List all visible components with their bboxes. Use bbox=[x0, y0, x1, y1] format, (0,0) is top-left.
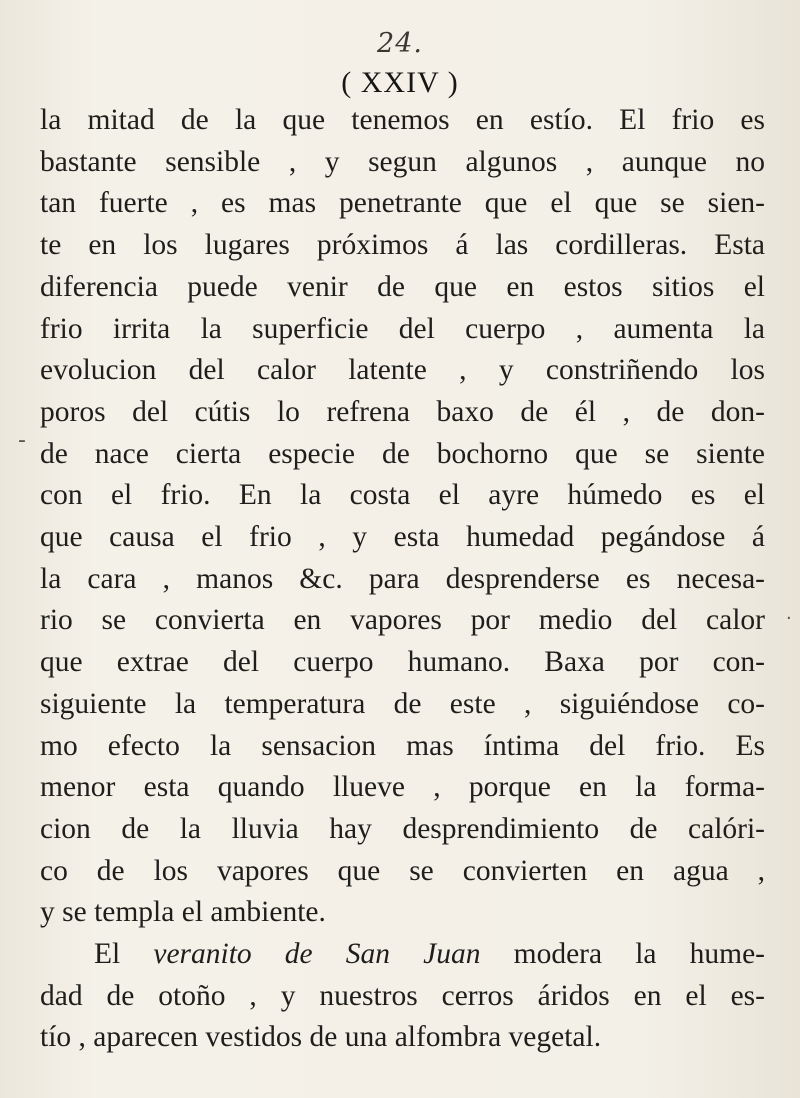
text-line: bastante sensible , y segun algunos , aunque no bbox=[40, 145, 765, 178]
right-margin-tick: · bbox=[786, 608, 792, 629]
paragraph-two-first-line bbox=[40, 934, 765, 976]
paragraph-two-rest: modera la hume- bbox=[513, 938, 766, 971]
text-line: que causa el frio , y esta humedad pegándose á bbox=[40, 521, 765, 554]
text-line: rio se convierta en vapores por medio del calor bbox=[40, 604, 765, 637]
roman-page-number: ( XXIV ) bbox=[341, 66, 459, 99]
text-line: mo efecto la sensacion mas íntima del frio. Es bbox=[40, 729, 765, 762]
italic-phrase: veranito de San Juan bbox=[153, 938, 481, 971]
left-margin-dash: - bbox=[18, 428, 26, 453]
text-line: menor esta quando llueve , porque en la forma- bbox=[40, 771, 765, 804]
text-line: dad de otoño , y nuestros cerros áridos en el es- bbox=[40, 979, 765, 1012]
text-line: co de los vapores que se convierten en agua , bbox=[40, 854, 765, 887]
text-line: evolucion del calor latente , y constriñendo los bbox=[40, 354, 765, 387]
text-line: siguiente la temperatura de este , siguiéndose co- bbox=[40, 687, 765, 720]
text-line: diferencia puede venir de que en estos sitios el bbox=[40, 270, 765, 303]
text-line: la cara , manos &c. para desprenderse es necesa- bbox=[40, 562, 765, 595]
body-text bbox=[40, 100, 765, 1059]
text-line: que extrae del cuerpo humano. Baxa por con- bbox=[40, 646, 765, 679]
text-line: poros del cútis lo refrena baxo de él , de don- bbox=[40, 395, 765, 428]
text-line: cion de la lluvia hay desprendimiento de calóri- bbox=[40, 812, 765, 845]
text-line: tan fuerte , es mas penetrante que el que se sien- bbox=[40, 187, 765, 220]
paragraph-two-lead: El bbox=[94, 938, 121, 971]
paragraph-end-line: y se templa el ambiente. bbox=[40, 896, 326, 929]
text-line: con el frio. En la costa el ayre húmedo es el bbox=[40, 479, 765, 512]
text-line: te en los lugares próximos á las cordilleras. Esta bbox=[40, 229, 765, 262]
text-line: la mitad de la que tenemos en estío. El frio es bbox=[40, 104, 765, 136]
text-line: de nace cierta especie de bochorno que se siente bbox=[40, 437, 765, 470]
text-line: tío , aparecen vestidos de una alfombra vegetal. bbox=[40, 1021, 602, 1054]
text-line: frio irrita la superficie del cuerpo , aumenta la bbox=[40, 312, 765, 345]
handwritten-page-number: 24. bbox=[377, 28, 423, 59]
